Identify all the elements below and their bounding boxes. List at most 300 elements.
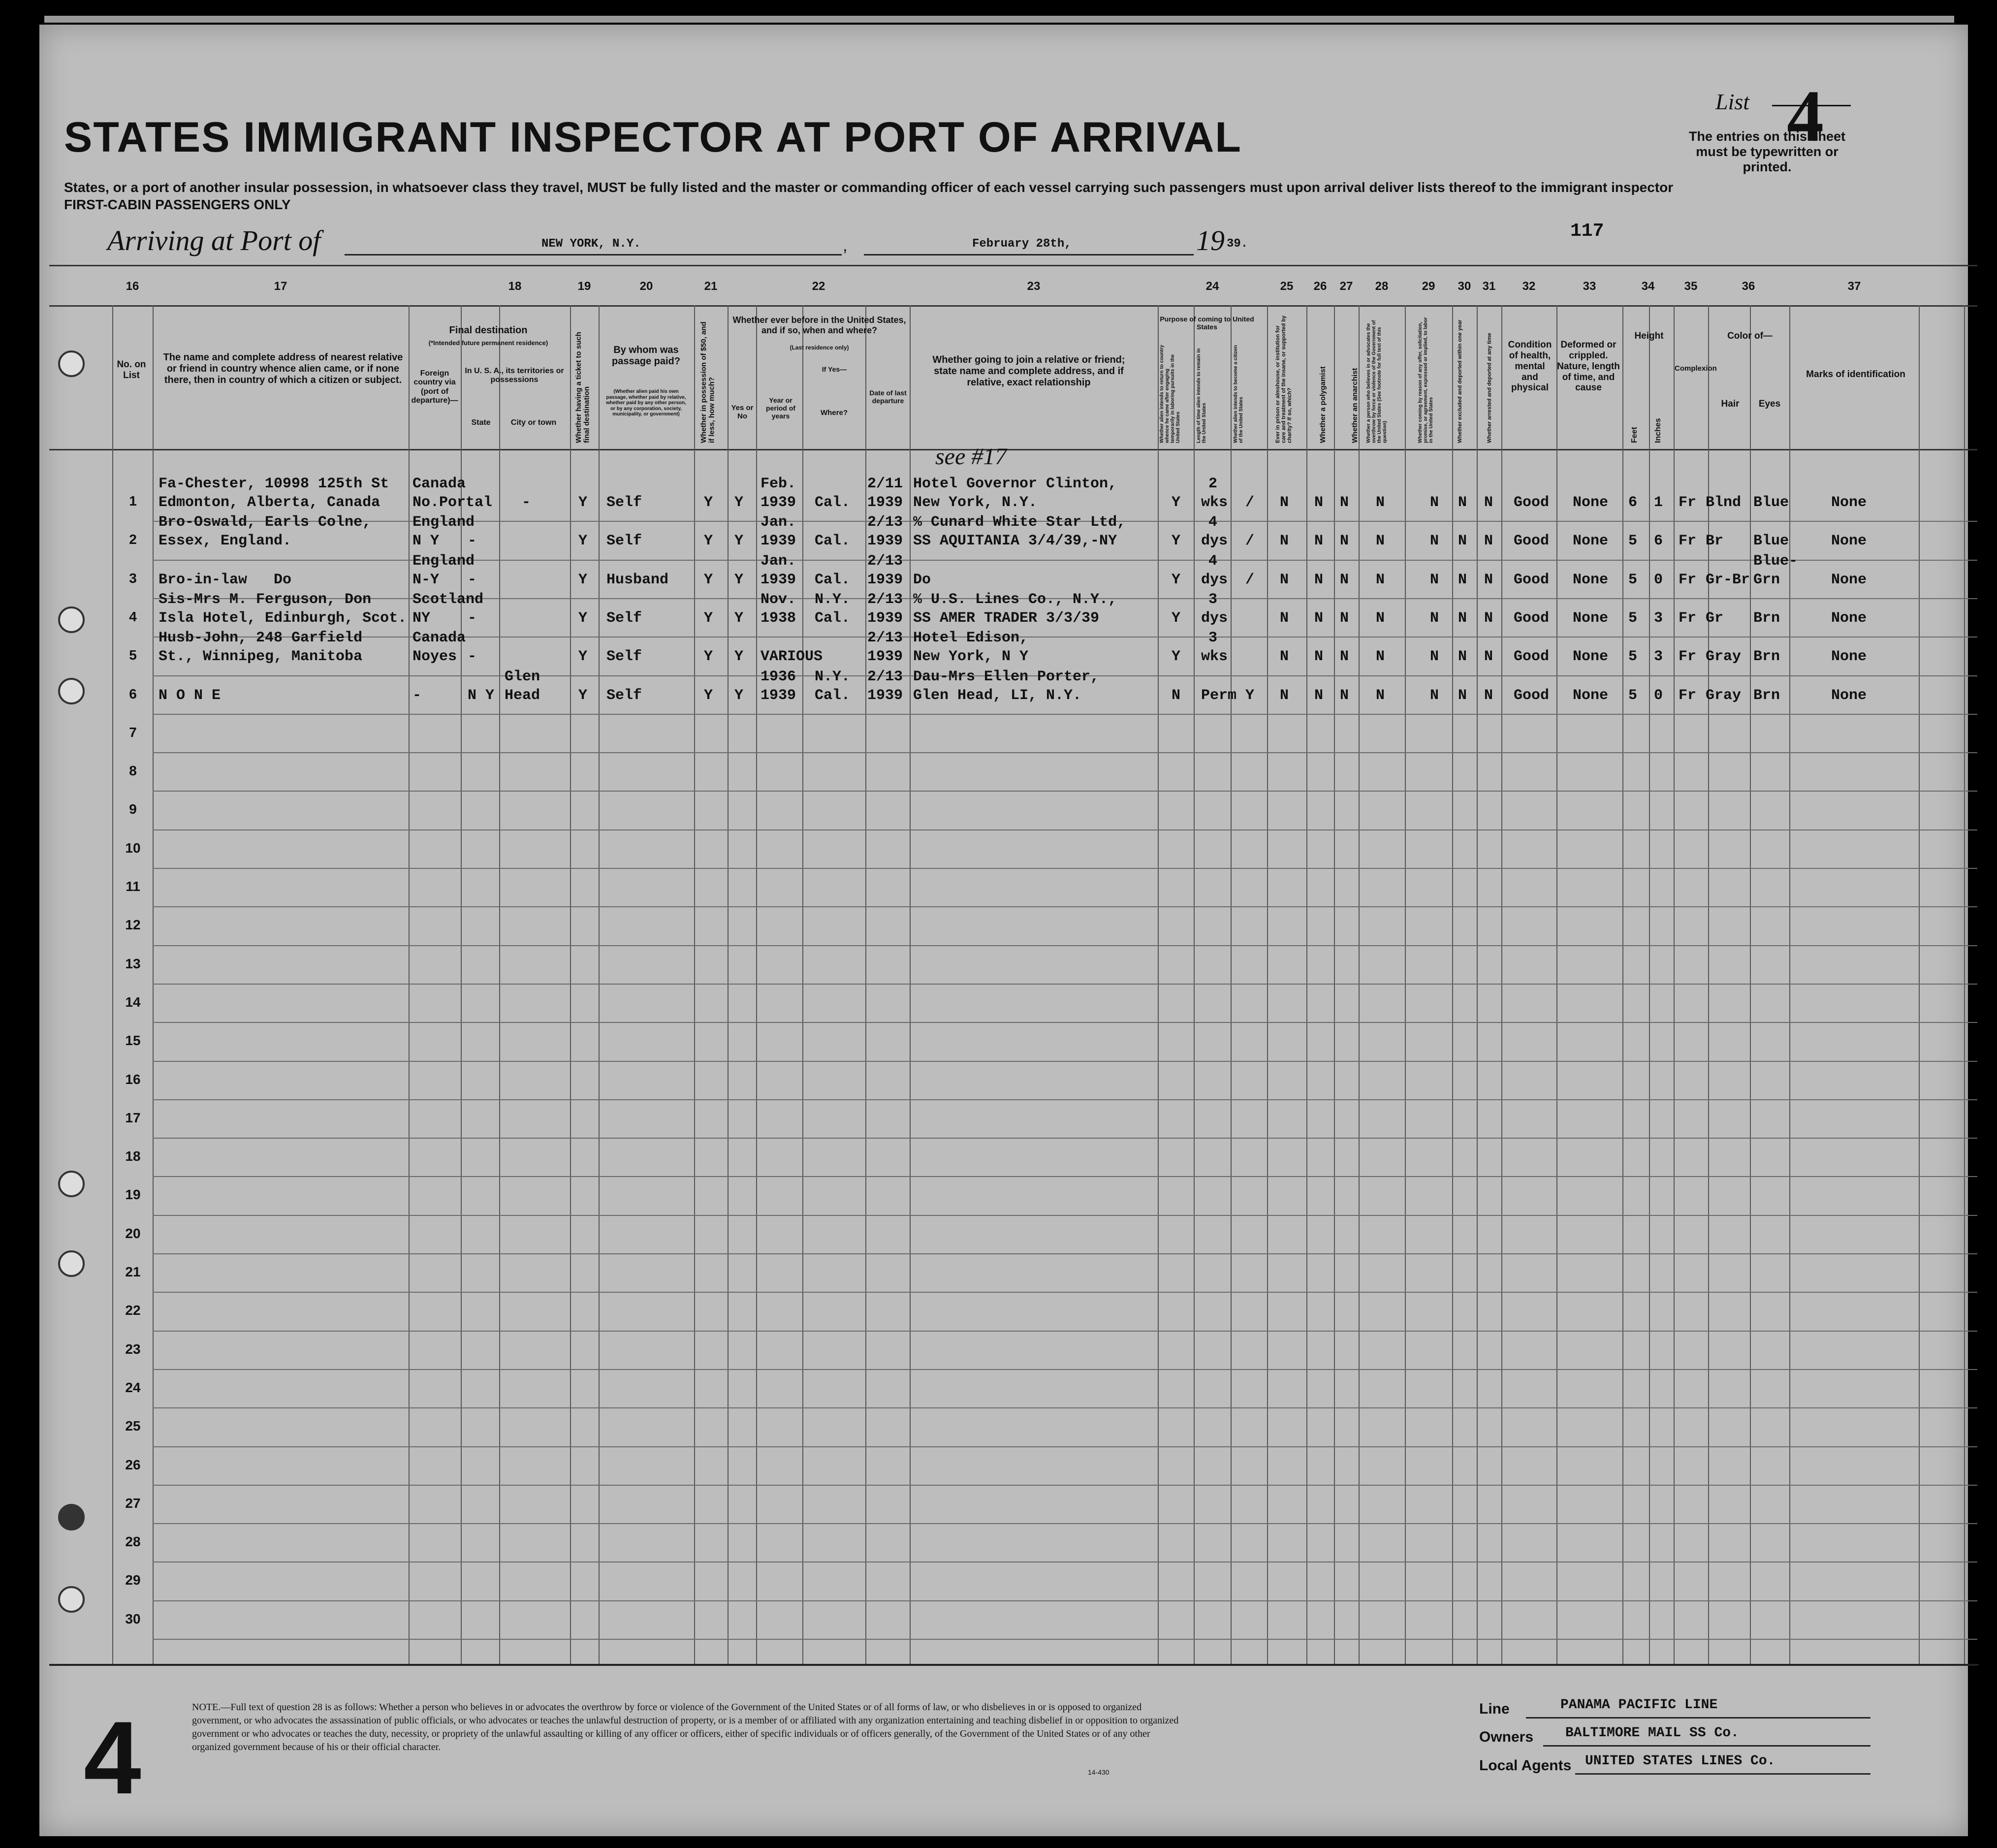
prison-value: N xyxy=(1280,610,1289,627)
destination-city: Glen xyxy=(505,669,540,685)
ever-before-value: Y xyxy=(734,610,744,627)
joining-relative: % Cunard White Star Ltd, xyxy=(913,514,1126,531)
passenger-class: FIRST-CABIN PASSENGERS ONLY xyxy=(64,197,291,212)
joining-relative: New York, N.Y. xyxy=(913,494,1038,511)
last-departure-date: 1939 xyxy=(867,610,903,627)
agents-value: UNITED STATES LINES Co. xyxy=(1585,1753,1775,1769)
owners-value: BALTIMORE MAIL SS Co. xyxy=(1565,1725,1739,1741)
length-of-stay: 3 xyxy=(1208,591,1218,608)
row-divider xyxy=(153,1331,1977,1332)
length-of-stay: wks xyxy=(1201,648,1228,665)
header-passage-paid-sub: (Whether alien paid his own passage, whether paid by relative, whether paid by any other person, or by any corporation, society, municipality, or government) xyxy=(606,389,686,417)
height-feet: 6 xyxy=(1628,494,1638,511)
ever-before-value: Y xyxy=(734,648,744,665)
arrested-value: N xyxy=(1484,533,1493,549)
header-polygamist: Whether a polygamist xyxy=(1319,366,1327,443)
list-label: List xyxy=(1715,89,1750,114)
fifty-dollars-value: Y xyxy=(704,648,713,665)
sheet-edge xyxy=(44,16,1954,23)
visit-year: 1939 xyxy=(761,494,796,511)
length-of-stay: dys xyxy=(1201,610,1228,627)
joining-relative: SS AMER TRADER 3/3/39 xyxy=(913,610,1100,627)
column-divider xyxy=(1359,305,1360,1664)
prison-value: N xyxy=(1280,648,1289,665)
anarchist-value: N xyxy=(1340,572,1349,588)
column-divider xyxy=(1194,305,1195,1664)
row-number: 1 xyxy=(129,493,137,509)
ticket-value: Y xyxy=(578,572,588,588)
column-divider xyxy=(1750,305,1751,1664)
row-number: 22 xyxy=(125,1303,141,1318)
visit-year: 1939 xyxy=(761,572,796,588)
health-condition: Good xyxy=(1514,648,1550,665)
joining-relative: New York, N Y xyxy=(913,648,1029,665)
column-number: 32 xyxy=(1522,280,1536,293)
fifty-dollars-value: Y xyxy=(704,610,713,627)
column-divider xyxy=(1231,305,1232,1664)
visit-year: Nov. xyxy=(761,591,796,608)
relative-address: Bro-Oswald, Earls Colne, xyxy=(158,514,372,531)
polygamist-value: N xyxy=(1314,610,1324,627)
row-number: 7 xyxy=(129,725,137,740)
last-departure-date: 2/13 xyxy=(867,514,903,531)
last-departure-date: 1939 xyxy=(867,494,903,511)
header-feet: Feet xyxy=(1630,427,1639,443)
year-prefix: 19 xyxy=(1196,224,1225,256)
length-of-stay: wks xyxy=(1201,494,1228,511)
length-of-stay: 4 xyxy=(1208,514,1218,531)
header-hair: Hair xyxy=(1721,399,1740,409)
column-number: 35 xyxy=(1684,280,1698,293)
relative-address: Edmonton, Alberta, Canada xyxy=(158,494,380,511)
polygamist-value: N xyxy=(1314,533,1324,549)
column-divider xyxy=(1964,305,1965,1664)
deformity: None xyxy=(1573,533,1609,549)
column-divider xyxy=(409,305,410,1664)
column-number: 21 xyxy=(704,280,718,293)
sheet-count: 117 xyxy=(1570,221,1604,242)
header-purpose: Purpose of coming to United States xyxy=(1160,315,1254,331)
header-instructions: States, or a port of another insular possession, in whatsoever class they travel, MUST be fully listed and the master or commanding officer of each vessel carrying such passengers must upon arrival deliver lists thereof to the immigrant inspector xyxy=(64,180,1674,195)
column-divider xyxy=(1649,305,1650,1664)
port-of-departure: No.Portal xyxy=(412,494,493,511)
arriving-label: Arriving at Port of xyxy=(107,224,321,256)
column-divider xyxy=(910,305,911,1664)
relative-address: Fa-Chester, 10998 125th St xyxy=(158,476,389,492)
column-number: 36 xyxy=(1742,280,1755,293)
complexion-value: Fr xyxy=(1679,648,1697,665)
polygamist-value: N xyxy=(1314,648,1324,665)
overthrow-value: N xyxy=(1376,533,1385,549)
arrested-value: N xyxy=(1484,572,1493,588)
row-divider xyxy=(153,1099,1977,1100)
length-of-stay: Perm xyxy=(1201,687,1237,704)
form-number: 14-430 xyxy=(1088,1768,1109,1776)
row-number: 25 xyxy=(125,1418,141,1434)
relative-address: Isla Hotel, Edinburgh, Scot. xyxy=(158,610,407,627)
header-health: Condition of health, mental and physical xyxy=(1508,340,1552,393)
excluded-value: N xyxy=(1458,610,1467,627)
purpose-return: Y xyxy=(1172,494,1181,511)
foreign-country: England xyxy=(412,514,475,531)
relative-address: Essex, England. xyxy=(158,533,292,549)
header-ever-before: Whether ever before in the United States, and if so, when and where? xyxy=(732,315,906,335)
header-where: Where? xyxy=(820,409,848,417)
owners-label: Owners xyxy=(1479,1729,1534,1745)
header-if-yes: If Yes— xyxy=(822,365,847,373)
row-number: 5 xyxy=(129,647,137,663)
row-number: 15 xyxy=(125,1033,141,1048)
joining-relative: Hotel Edison, xyxy=(913,630,1029,646)
column-divider xyxy=(694,305,695,1664)
anarchist-value: N xyxy=(1340,648,1349,665)
visit-year: Jan. xyxy=(761,553,796,570)
deformity: None xyxy=(1573,648,1609,665)
complexion-value: Fr xyxy=(1679,687,1697,704)
anarchist-value: N xyxy=(1340,687,1349,704)
header-color-of: Color of— xyxy=(1727,331,1773,341)
row-divider xyxy=(153,1407,1977,1408)
header-foreign-country: Foreign country via (port of departure)— xyxy=(411,369,458,405)
row-divider xyxy=(153,906,1977,907)
typewritten-note: The entries on this sheet must be typewritten or printed. xyxy=(1688,129,1846,175)
header-yes-no: Yes or No xyxy=(731,404,754,421)
deformity: None xyxy=(1573,494,1609,511)
destination-city: Head xyxy=(505,687,540,704)
port-value: NEW YORK, N.Y. xyxy=(541,237,641,251)
row-divider xyxy=(153,984,1977,985)
date-value: February 28th, xyxy=(972,237,1072,251)
health-condition: Good xyxy=(1514,610,1550,627)
last-departure-date: 2/13 xyxy=(867,630,903,646)
column-number: 27 xyxy=(1339,280,1353,293)
visit-where: N.Y. xyxy=(815,669,851,685)
column-number: 29 xyxy=(1422,280,1435,293)
column-number: 30 xyxy=(1458,280,1471,293)
fifty-dollars-value: Y xyxy=(704,494,713,511)
row-number: 4 xyxy=(129,609,137,624)
polygamist-value: N xyxy=(1314,494,1324,511)
header-purpose-a: Whether alien intends to return to country whence he came after engaging temporarily in laboring pursuits in the United States xyxy=(1159,345,1181,443)
agents-underline xyxy=(1575,1773,1870,1775)
last-departure-date: 1939 xyxy=(867,572,903,588)
arrested-value: N xyxy=(1484,494,1493,511)
row-divider xyxy=(153,1369,1977,1370)
row-number: 6 xyxy=(129,686,137,701)
complexion-value: Fr xyxy=(1679,610,1697,627)
line-value: PANAMA PACIFIC LINE xyxy=(1560,1697,1718,1713)
passage-paid-by: Self xyxy=(606,687,642,704)
passage-paid-by: Self xyxy=(606,533,642,549)
purpose-return: Y xyxy=(1172,533,1181,549)
joining-relative: SS AQUITANIA 3/4/39,-NY xyxy=(913,533,1117,549)
labor-offer-value: N xyxy=(1430,572,1439,588)
row-number: 13 xyxy=(125,956,141,971)
row-divider xyxy=(153,1523,1977,1524)
column-divider xyxy=(1622,305,1623,1664)
header-purpose-b: Length of time alien intends to remain in the United States xyxy=(1196,348,1207,443)
row-number: 24 xyxy=(125,1380,141,1395)
length-of-stay: 3 xyxy=(1208,630,1218,646)
column-divider xyxy=(153,305,154,1664)
list-number: 4 xyxy=(1787,75,1824,157)
joining-relative: Dau-Mrs Ellen Porter, xyxy=(913,669,1100,685)
table-top-rule xyxy=(49,265,1977,266)
row-number: 10 xyxy=(125,840,141,856)
hair-color: Gray xyxy=(1706,648,1742,665)
row-divider xyxy=(153,1138,1977,1139)
complexion-value: Fr xyxy=(1679,533,1697,549)
foreign-country: Scotland xyxy=(412,591,484,608)
column-number: 31 xyxy=(1482,280,1496,293)
visit-year: 1936 xyxy=(761,669,796,685)
column-number: 24 xyxy=(1205,280,1219,293)
column-divider xyxy=(499,305,500,1664)
header-in-usa: In U. S. A., its territories or possessions xyxy=(465,367,564,384)
line-underline xyxy=(1526,1717,1870,1719)
complexion-value: Fr xyxy=(1679,572,1697,588)
prison-value: N xyxy=(1280,533,1289,549)
row-divider xyxy=(153,1485,1977,1486)
joining-relative: Glen Head, LI, N.Y. xyxy=(913,687,1082,704)
eye-color: Blue xyxy=(1753,494,1789,511)
prison-value: N xyxy=(1280,572,1289,588)
row-divider xyxy=(153,829,1977,830)
anarchist-value: N xyxy=(1340,494,1349,511)
column-number: 23 xyxy=(1027,280,1041,293)
deformity: None xyxy=(1573,687,1609,704)
excluded-value: N xyxy=(1458,533,1467,549)
joining-relative: Do xyxy=(913,572,931,588)
ticket-value: Y xyxy=(578,687,588,704)
visit-year: Jan. xyxy=(761,514,796,531)
destination-state: - xyxy=(468,610,477,627)
visit-where: Cal. xyxy=(815,533,851,549)
hair-color: Gr-Br xyxy=(1706,572,1750,588)
column-divider xyxy=(112,305,113,1664)
visit-where: Cal. xyxy=(815,572,851,588)
column-number: 34 xyxy=(1641,280,1655,293)
date-underline xyxy=(864,254,1194,255)
column-divider xyxy=(1477,305,1478,1664)
purpose-return: Y xyxy=(1172,572,1181,588)
excluded-value: N xyxy=(1458,648,1467,665)
length-of-stay: 4 xyxy=(1208,553,1218,570)
header-deformed: Deformed or crippled. Nature, length of time, and cause xyxy=(1557,340,1620,393)
header-inches: Inches xyxy=(1654,418,1662,443)
header-marks: Marks of identification xyxy=(1806,369,1905,380)
binder-hole xyxy=(58,1504,85,1530)
identification-marks: None xyxy=(1831,572,1867,588)
column-divider xyxy=(1405,305,1406,1664)
header-bottom-rule xyxy=(49,449,1977,450)
header-excluded: Whether excluded and deported within one year xyxy=(1457,319,1463,443)
ever-before-value: Y xyxy=(734,533,744,549)
header-arrested: Whether arrested and deported at any time xyxy=(1487,333,1492,443)
column-divider xyxy=(1556,305,1557,1664)
header-height: Height xyxy=(1634,331,1664,341)
column-divider xyxy=(802,305,803,1664)
column-number: 18 xyxy=(508,280,522,293)
prison-value: N xyxy=(1280,687,1289,704)
binder-hole xyxy=(58,678,85,704)
line-label: Line xyxy=(1479,1701,1510,1717)
visit-year: 1938 xyxy=(761,610,796,627)
eye-color: Blue- xyxy=(1753,553,1798,570)
labor-offer-value: N xyxy=(1430,533,1439,549)
port-of-departure: N Y xyxy=(412,533,440,549)
header-year: Year or period of years xyxy=(766,396,795,420)
visit-where: Cal. xyxy=(815,610,851,627)
row-divider xyxy=(153,1022,1977,1023)
row-number: 11 xyxy=(126,879,140,894)
height-feet: 5 xyxy=(1628,648,1638,665)
column-number: 37 xyxy=(1847,280,1861,293)
polygamist-value: N xyxy=(1314,687,1324,704)
health-condition: Good xyxy=(1514,687,1550,704)
last-departure-date: 2/13 xyxy=(867,591,903,608)
passage-paid-by: Self xyxy=(606,610,642,627)
relative-address: N O N E xyxy=(158,687,221,704)
header-labor-offer: Whether coming by reason of any offer, solicitation, promise, or agreement, expressed or implied, to labor in the United States xyxy=(1418,317,1434,443)
year-suffix: 39. xyxy=(1227,237,1248,251)
visit-where: Cal. xyxy=(815,687,851,704)
footer-list-number: 4 xyxy=(84,1700,141,1816)
agents-label: Local Agents xyxy=(1479,1757,1572,1774)
row-number: 19 xyxy=(125,1187,141,1202)
footnote-question-28: NOTE.—Full text of question 28 is as follows: Whether a person who believes in or advocates the overthrow by force or violence of the Government of the United States or of all forms of law, or who disbelieves in or is opposed to organized government, or who advocates the assassination of public officials, or who advocates or teaches the unlawful destruction of property, or is a member of or affiliated with any organization entertaining and teaching disbelief in or opposition to organized government or who advocates or teaches the duty, necessity, or propriety of the unlawful assaulting or killing of any officer or officers, either of specific individuals or of officers generally, of the Government of the United States or of any other organized government because of his or their official character. xyxy=(192,1702,1179,1752)
column-number: 17 xyxy=(274,280,287,293)
overthrow-value: N xyxy=(1376,687,1385,704)
column-divider xyxy=(570,305,571,1664)
visit-year: 1939 xyxy=(761,533,796,549)
header-join-relative: Whether going to join a relative or friend; state name and complete address, and if relative, exact relationship xyxy=(932,354,1125,388)
owners-underline xyxy=(1543,1745,1870,1747)
column-number: 26 xyxy=(1313,280,1327,293)
last-departure-date: 1939 xyxy=(867,648,903,665)
ticket-value: Y xyxy=(578,494,588,511)
ever-before-value: Y xyxy=(734,572,744,588)
manifest-sheet xyxy=(39,25,1968,1836)
passage-paid-by: Self xyxy=(606,648,642,665)
eye-color: Brn xyxy=(1753,610,1780,627)
row-number: 18 xyxy=(125,1148,141,1164)
column-number: 33 xyxy=(1583,280,1596,293)
visit-year: 1939 xyxy=(761,687,796,704)
purpose-return: Y xyxy=(1172,610,1181,627)
overthrow-value: N xyxy=(1376,610,1385,627)
row-divider xyxy=(153,1639,1977,1640)
row-divider xyxy=(153,752,1977,753)
row-number: 21 xyxy=(125,1264,141,1279)
intends-citizen: / xyxy=(1245,533,1255,549)
eye-color: Blue xyxy=(1753,533,1789,549)
column-divider xyxy=(599,305,600,1664)
relative-address: St., Winnipeg, Manitoba xyxy=(158,648,363,665)
excluded-value: N xyxy=(1458,572,1467,588)
binder-hole xyxy=(58,1171,85,1197)
port-of-departure: - xyxy=(412,687,422,704)
hair-color: Blnd xyxy=(1706,494,1742,511)
eye-color: Brn xyxy=(1753,648,1780,665)
labor-offer-value: N xyxy=(1430,610,1439,627)
height-feet: 5 xyxy=(1628,610,1638,627)
header-ticket: Whether having a ticket to such final destination xyxy=(574,332,591,443)
height-inches: 3 xyxy=(1654,648,1663,665)
relative-address: Husb-John, 248 Garfield xyxy=(158,630,363,646)
joining-relative: % U.S. Lines Co., N.Y., xyxy=(913,591,1117,608)
header-nearest-relative: The name and complete address of nearest relative or friend in country whence alien came, or if none there, then in country of which a citizen or subject. xyxy=(163,352,403,385)
deformity: None xyxy=(1573,610,1609,627)
row-divider xyxy=(153,945,1977,946)
column-divider xyxy=(1306,305,1307,1664)
row-number: 9 xyxy=(129,801,137,817)
header-overthrow: Whether a person who believes in or advocates the overthrow by force or violence of the Government of the United States (See footnote for full text of this question) xyxy=(1366,320,1388,443)
prison-value: N xyxy=(1280,494,1289,511)
row-number: 20 xyxy=(125,1226,141,1241)
row-divider xyxy=(153,1176,1977,1177)
column-divider xyxy=(1501,305,1502,1664)
identification-marks: None xyxy=(1831,494,1867,511)
length-of-stay: dys xyxy=(1201,572,1228,588)
overthrow-value: N xyxy=(1376,572,1385,588)
labor-offer-value: N xyxy=(1430,687,1439,704)
column-divider xyxy=(1674,305,1675,1664)
row-number: 27 xyxy=(125,1496,141,1511)
length-of-stay: dys xyxy=(1201,533,1228,549)
height-inches: 6 xyxy=(1654,533,1663,549)
foreign-country: Canada xyxy=(412,630,466,646)
row-number: 23 xyxy=(125,1341,141,1357)
visit-year: VARIOUS xyxy=(761,648,823,665)
height-inches: 0 xyxy=(1654,572,1663,588)
purpose-return: Y xyxy=(1172,648,1181,665)
header-anarchist: Whether an anarchist xyxy=(1351,368,1359,443)
row-number: 17 xyxy=(125,1110,141,1125)
height-inches: 0 xyxy=(1654,687,1663,704)
last-departure-date: 2/11 xyxy=(867,476,903,492)
identification-marks: None xyxy=(1831,533,1867,549)
header-top-rule xyxy=(49,305,1977,307)
overthrow-value: N xyxy=(1376,494,1385,511)
eye-color: Brn xyxy=(1753,687,1780,704)
labor-offer-value: N xyxy=(1430,648,1439,665)
arrested-value: N xyxy=(1484,610,1493,627)
handwritten-annotation: see #17 xyxy=(935,444,1007,470)
joining-relative: Hotel Governor Clinton, xyxy=(913,476,1117,492)
header-fifty-dollars: Whether in possession of $50, and if less, how much? xyxy=(699,321,716,443)
column-divider xyxy=(1789,305,1790,1664)
header-eyes: Eyes xyxy=(1758,399,1781,409)
port-of-departure: Noyes xyxy=(412,648,457,665)
row-number: 3 xyxy=(129,571,137,586)
header-date-last-departure: Date of last departure xyxy=(869,389,907,405)
fifty-dollars-value: Y xyxy=(704,687,713,704)
header-complexion: Complexion xyxy=(1675,364,1717,373)
binder-hole xyxy=(58,606,85,633)
header-final-destination-sub: (*Intended future permanent residence) xyxy=(428,339,548,347)
header-ever-before-sub: (Last residence only) xyxy=(790,344,849,351)
polygamist-value: N xyxy=(1314,572,1324,588)
length-of-stay: 2 xyxy=(1208,476,1218,492)
deformity: None xyxy=(1573,572,1609,588)
row-divider xyxy=(153,1215,1977,1216)
page-title: STATES IMMIGRANT INSPECTOR AT PORT OF ARRIVAL xyxy=(64,114,1242,161)
column-number: 16 xyxy=(126,280,139,293)
column-number: 22 xyxy=(812,280,825,293)
port-of-departure: NY xyxy=(412,610,431,627)
height-inches: 3 xyxy=(1654,610,1663,627)
